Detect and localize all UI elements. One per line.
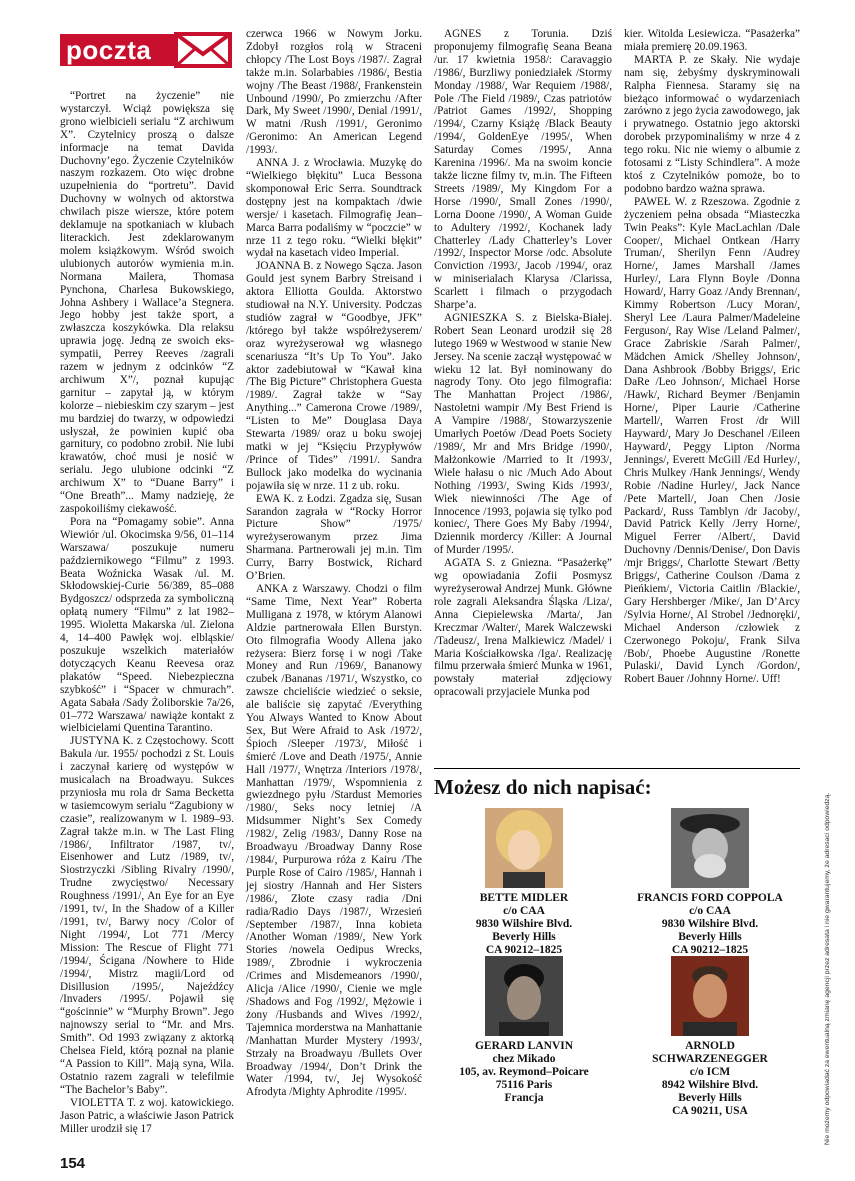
contact-line: 9830 Wilshire Blvd.	[475, 918, 573, 930]
contact-line: BETTE MIDLER	[479, 892, 569, 904]
contact-line: chez Mikado	[492, 1053, 556, 1065]
contact-card-gerard-lanvin	[434, 956, 614, 1105]
contact-line: CA 90212–1825	[485, 944, 563, 956]
section-header	[60, 28, 240, 72]
contacts-box	[434, 768, 800, 1148]
paragraph: EWA K. z Łodzi. Zgadza się, Susan Sarandon zagrała w “Rocky Horror Picture Show” /1975/ wyreżyserowanym przez Jima Sharmana. Partnerowali jej m.in. Tim Curry, Barry Bostwick, Richard O’Brien.	[246, 492, 422, 583]
paragraph: Pora na “Pomagamy sobie”. Anna Wiewiór /ul. Okocimska 9/56, 01–114 Warszawa/ poszukuje numeru październikowego “Filmu” z 1993. Beata Woźnicka Wasak /ul. M. Skłodowskiej-Curie 56/389, 85–088 Bydgoszcz/ odsprzeda za symboliczną opłatą numery “Filmu” z lat 1982–1995. Wioletta Makarska /ul. Zielona 4, 14–400 Pawłęk woj. elbląskie/ poszukuje wszelkich materiałów dotyczących Keanu Reevesa oraz plakatów “Speed. Niebezpieczna szybkość” i “Spacer w chmurach”. Agata Sabała /Sady Żoliborskie 7a/26, 01–772 Warszawa/ nawiąże kontakt z wielbicielami Quentina Tarantino.	[60, 515, 234, 735]
contact-card-francis-ford-coppola	[620, 808, 800, 970]
contact-line: FRANCIS FORD COPPOLA	[637, 892, 783, 904]
contact-line: ARNOLD	[685, 1040, 735, 1052]
contact-line: GERARD LANVIN	[474, 1040, 574, 1052]
portrait-photo	[485, 956, 563, 1036]
contact-card-bette-midler	[434, 808, 614, 970]
contact-line: CA 90211, USA	[672, 1105, 748, 1117]
section-label: poczta	[60, 34, 176, 66]
contact-line: CA 90212–1825	[671, 944, 749, 956]
paragraph: JUSTYNA K. z Częstochowy. Scott Bakula /ur. 1955/ pochodzi z St. Louis i zaczynał karierę od występów w musicalach na Broadwayu. Sukces przyniosła mu rola dr Sama Becketta w tasiemcowym serialu “Zagubiony w czasie”, realizowanym w l. 1989–93. Zagrał także m.in. w The Last Fling /1986/, Infiltrator /1987, tv/, Eisenhower and Lutz /1989, tv/, Siostrzyczki /Sibling Rivalry /1990/, Trudne zwycięstwo/ Necessary Roughness /1991/, An Eye for an Eye /1991, tv/, In the Shadow of a Killer /1991, tv/, Barwy nocy /Color of Night /1994/, Lot 771 /Mercy Mission: The Rescue of Flight 771 /1994/, Ścigana /Nowhere to Hide /1994/, Mistrz magii/Lord od Disillusion /1995/, Najeźdźcy /Invaders /1995/. Pojawił się “gościnnie” w “Murphy Brown”. Jego najnowszy serial to “Mr. and Mrs. Smith”. Od 1993 związany z aktorką Chelsea Field, którą poznał na planie “A Passion to Kill”. Mają syna, Wila. Ostatnio razem zagrali w telefilmie “The Bachelor’s Baby”.	[60, 735, 234, 1096]
contact-line: c/o ICM	[689, 1066, 731, 1078]
column-1	[60, 90, 234, 1135]
paragraph: AGNES z Torunia. Dziś proponujemy filmografię Seana Beana /ur. 17 kwietnia 1958/: Caravaggio /1986/, Burzliwy poniedziałek /Stormy Monday /1988/, War Requiem /1988/, Pole /The Field /1989/, Czas patriotów /Patriot Games /1992/, Shopping /1994/, Czarny Książę /Black Beauty /1994/, GoldenEye /1995/, When Saturday Comes /1995/, Anna Karenina /1996/. Ma na swoim koncie także liczne filmy tv, m.in. The Fifteen Streets /1989/, My Kingdom For a Horse /1990/, Small Zones /1990/, Lorna Doone /1990/, A Woman Guide to Adultery /1992/, Kochanek lady Chatterley /Lady Chatterley’s Lover /1992/, Inspector Morse /odc. Absolute Conviction /1993/, Jacob /1994/, oraz w miniserialach Klarysa /Clarissa, Scarlett i filmach o przygodach Sharpe’a.	[434, 28, 612, 312]
paragraph: VIOLETTA T. z woj. katowickiego. Jason Patric, a właściwie Jason Patrick Miller urodził się 17	[60, 1096, 234, 1135]
contact-line: SCHWARZENEGGER	[652, 1053, 768, 1065]
contact-line: Beverly Hills	[678, 931, 742, 943]
contact-line: Beverly Hills	[678, 1092, 742, 1104]
paragraph: AGNIESZKA S. z Bielska-Białej. Robert Sean Leonard urodził się 28 lutego 1969 w Westwood w stanie New Jersey. Na scenie zaczął występować w wieku 12 lat. Był nominowany do nagrody Tony. Oto jego filmografia: The Manhattan Project /1986/, Nastoletni wampir /My Best Friend is A Vampire /1988/, Stowarzyszenie Umarłych Poetów /Dead Poets Society /1989/, Mr and Mrs Bridge /1990/, Małżonkowie /Married to It /1993/, Wiele hałasu o nic /Much Ado About Nothing /1993/, Swing Kids /1993/, Wiek niewinności /The Age of Innocence /1993, pojawia się tylko pod koniec/, There Goes My Baby /1994/, Dziennik mordercy /Killer: A Journal of Murder /1995/.	[434, 311, 612, 557]
paragraph: czerwca 1966 w Nowym Jorku. Zdobył rozgłos rolą w Straceni chłopcy /The Lost Boys /1987/. Zagrał także m.in. Solarbabies /1986/, Bestia wojny /The Beast /1988/, Frankenstein Unbound /1990/, Po zmierzchu /After Dark, My Sweet /1990/, Denial /1991/, W matni /Rush /1991/, Geronimo /Geronimo: An American Legend /1993/.	[246, 28, 422, 157]
page-number: 154	[60, 1155, 86, 1172]
contact-line: Beverly Hills	[492, 931, 556, 943]
side-disclaimer	[812, 765, 831, 1145]
contact-line: 75116 Paris	[495, 1079, 553, 1091]
contact-line: 9830 Wilshire Blvd.	[661, 918, 759, 930]
contact-line: c/o CAA	[689, 905, 731, 917]
column-2	[246, 28, 422, 1099]
contact-line: 105, av. Reymond–Poicare	[459, 1066, 589, 1078]
paragraph: MARTA P. ze Skały. Nie wydaje nam się, żebyśmy dyskryminowali Ralpha Fiennesa. Staramy się na bieżąco informować o wydarzeniach zarówno z jego życia zawodowego, jak i prywatnego. Ostatnio jego aktorski dorobek przypominaliśmy w nrze 4 z tego roku. Nic nie wiemy o albumie z fotosami z “Listy Schindlera”. A może ktoś z Czytelników pomoże, bo to podobno bardzo ważna sprawa.	[624, 53, 800, 195]
envelope-icon	[174, 30, 234, 70]
paragraph: “Portret na życzenie” nie wystarczył. Wciąż powiększa się grono wielbicieli serialu “Z archiwum X”. Czytelnicy proszą o dalsze informacje na temat Davida Duchovny’ego. Życzenie Czytelników naszym rozkazem. Oto więc drobne uzupełnienia do “portretu”. David Duchovny w wolnych od aktorstwa chwilach pisze wiersze, które potem deklamuje na spotkaniach w klubach literackich. Jest zdeklarowanym molem książkowym. Wśród swoich ulubionych autorów wymienia m.in. Normana Mailera, Thomasa Pynchona, Charlesa Bukowskiego, Johna Ashbery i Wallace’a Stegnera. Jego hobby jest także sport, a zwłaszcza koszykówka. Dla relaksu uprawia jogę. Jedną ze swoich eks-sympatii, Perrey Reeves /zagrali razem w jednym z odcinków “Z archiwum X”/, poznał kupując garnitur – zapytał ją, w którym kolorze – niebieskim czy szarym – jest mu bardziej do twarzy, w odpowiedzi usłyszał, że powinien kupić oba garnitury, co podobno zrobił. Nie lubi krawatów, choć musi je nosić w serialu. Jego ulubione odcinki “Z archiwum X” to “Duane Barry” i “One Breath”... Mamy nadzieję, że zaspokoiliśmy ciekawość.	[60, 90, 234, 515]
paragraph: kier. Witolda Lesiewicza. “Pasażerka” miała premierę 20.09.1963.	[624, 28, 800, 53]
side-disclaimer-text: Nie możemy odpowiadać za ewentualną zmianę agencji przez adresata i nie gwarantujemy, że adresaci odpowiedzą.	[824, 792, 831, 1145]
contacts-title: Możesz do nich napisać:	[434, 768, 800, 800]
paragraph: PAWEŁ W. z Rzeszowa. Zgodnie z życzeniem pełna obsada “Miasteczka Twin Peaks”: Kyle MacLachlan /Dale Cooper/, Michael Ontkean /Harry Truman/, Sherilyn Fenn /Audrey Horne/, James Marshall /James Hurley/, Lara Flynn Boyle /Donna Howard/, Harry Goaz /Andy Brennan/, Kimmy Robertson /Lucy Moran/, Sheryl Lee /Laura Palmer/Madeleine Ferguson/, Ray Wise /Leland Palmer/, Grace Zabriskie /Sarah Palmer/, Mädchen Amick /Shelley Johnson/, Dana Ashbrook /Bobby Briggs/, Eric DaRe /Leo Johnson/, Michael Horse /Hawk/, Richard Beymer /Benjamin Horne/, Piper Laurie /Catherine Martell/, Warren Frost /dr Will Hayward/, Mary Jo Deschanel /Eileen Hayward/, Peggy Lipton /Norma Jennings/, Everett McGill /Ed Hurley/, Chris Mulkey /Hank Jennings/, Wendy Robie /Nadine Hurley/, Jack Nance /Pete Martell/, Joan Chen /Josie Packard/, Russ Tamblyn /dr Jacoby/, David Patrick Kelly /Jerry Horne/, Miguel Ferrer /Albert/, David Duchovny /Dennis/Denise/, Don Davis /mjr Briggs/, Charlotte Stewart /Betty Briggs/, Catherine Coulson /Dama z Pieńkiem/, Victoria Caitlin /Blackie/, Gary Hershberger /Mike/, Jan D’Arcy /Sylvia Horne/, Al Strobel /Jednoręki/, Michael Anderson /człowiek z Czerwonego Pokoju/, Frank Silva /Bob/, Phoebe Augustine /Ronette Pulaski/, David Lynch /Gordon/, Robert Bauer /Johnny Horne/. Uff!	[624, 195, 800, 686]
column-4	[624, 28, 800, 686]
paragraph: AGATA S. z Gniezna. “Pasażerkę” wg opowiadania Zofii Posmysz wyreżyserował Andrzej Munk. Główne role zagrali Aleksandra Śląska /Liza/, Anna Ciepielewska /Marta/, Jan Kreczmar /Walter/, Marek Walczewski /Tadeusz/, Irena Malkiewicz /Madel/ i Maria Kościałkowska /Iga/. Realizację filmu przerwała śmierć Munka w 1961, powstały materiał zdjęciowy opracowali przyjaciele Munka pod	[434, 557, 612, 699]
paragraph: ANKA z Warszawy. Chodzi o film “Same Time, Next Year” Roberta Mulligana z 1978, w którym Alanowi Aldzie partnerowała Ellen Burstyn. Oto filmografia Woody Allena jako reżysera: Bierz forsę i w nogi /Take Money and Run /1969/, Bananowy czubek /Bananas /1971/, Wszystko, co zawsze chcieliście wiedzieć o seksie, ale baliście się zapytać /Everything You Always Wanted to Know About Sex, But Were Afraid to Ask /1972/, Śpioch /Sleeper /1973/, Miłość i śmierć /Love and Death /1975/, Annie Hall /1977/, Wnętrza /Interiors /1978/, Manhattan /1979/, Wspomnienia z gwiezdnego pyłu /Stardust Memories /1980/, Seks nocy letniej /A Midsummer Night’s Sex Comedy /1982/, Zelig /1983/, Danny Rose na Broadwayu /Broadway Danny Rose /1984/, Purpurowa róża z Kairu /The Purple Rose of Cairo /1985/, Hannah i jej siostry /Hannah and Her Sisters /1986/, Złote czasy radia /Dni radia/Radio Days /1987/, Wrzesień /September /1987/, Inna kobieta /Another Woman /1989/, New York Stories /nowela Oedipus Wrecks, 1989/, Zbrodnie i wykroczenia /Crimes and Misdemeanors /1990/, Alicja /Alice /1990/, Cienie we mgle /Shadows and Fog /1992/, Mężowie i żony /Husbands and Wives /1992/, Tajemnica morderstwa na Manhattanie /Manhattan Murder Mystery /1993/, Strzały na Broadwayu /Bullets Over Broadway /1994/, Don’t Drink the Water /1994, tv/, Jej Wysokość Afrodyta /Mighty Aphrodite /1995/.	[246, 582, 422, 1099]
contact-card-arnold-schwarzenegger	[620, 956, 800, 1118]
contact-line: Francja	[504, 1092, 544, 1104]
column-3	[434, 28, 612, 699]
portrait-photo	[485, 808, 563, 888]
contact-line: 8942 Wilshire Blvd.	[661, 1079, 759, 1091]
portrait-photo	[671, 956, 749, 1036]
contact-line: c/o CAA	[503, 905, 545, 917]
paragraph: JOANNA B. z Nowego Sącza. Jason Gould jest synem Barbry Streisand i aktora Elliotta Goulda. Aktorstwo studiował na N.Y. University. Podczas studiów zagrał w “Goodbye, JFK” /którego był także współreżyserem/ oraz wyreżyserował wg własnego scenariusza “It’s Up To You”. Jako aktor zadebiutował w “Kawał kina /The Big Picture” Christophera Guesta /1989/. Zagrał także w “Say Anything...” Camerona Crowe /1989/, “Listen to Me” Douglasa Daya Stewarta /1989/ oraz u boku swojej matki w jej “Księciu Przypływów /Prince of Tides” /1991/. Sandra Bullock jako modelka do wycinania pojawiła się w nrze. 11 z ub. roku.	[246, 260, 422, 492]
paragraph: ANNA J. z Wrocławia. Muzykę do “Wielkiego błękitu” Luca Bessona skomponował Eric Serra. Soundtrack dostępny jest na kompaktach /dwie wersje/ i kasetach. Filmografię Jean–Marca Barra podaliśmy w “poczcie” w nrze 11 z tego roku. “Wielki błękit” wydał na kasetach video Imperial.	[246, 157, 422, 260]
portrait-photo	[671, 808, 749, 888]
